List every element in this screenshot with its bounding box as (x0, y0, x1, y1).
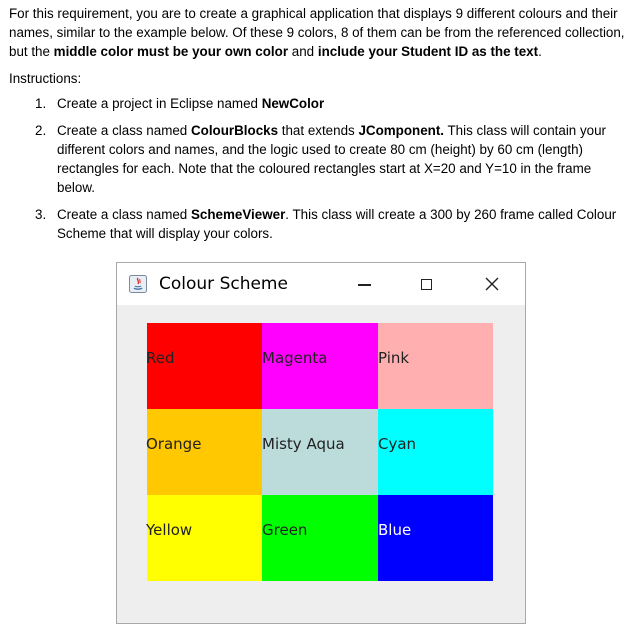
colour-block-label: Red (146, 349, 175, 367)
document-body (9, 4, 631, 251)
window-titlebar[interactable] (117, 263, 525, 305)
step-bold: JComponent. (358, 123, 445, 138)
window-title: Colour Scheme (159, 274, 288, 294)
step-text: Create a project in Eclipse named (57, 96, 262, 111)
colour-block-pink (378, 323, 493, 409)
colour-block-label: Misty Aqua (262, 435, 345, 453)
colour-block-cyan (378, 409, 493, 495)
maximize-icon (421, 279, 432, 290)
intro-text: For this requirement, you are to create a graphical application that displays 9 different colours and their names, similar to the example below. Of these 9 colors, 8 of them can be from the referenced collection, but the (9, 6, 625, 59)
colour-block-red (147, 323, 262, 409)
step-text: Create a class named (57, 207, 191, 222)
intro-bold-student-id: include your Student ID as the text (317, 44, 539, 59)
instruction-step-3 (9, 205, 631, 243)
colour-blocks-grid (147, 323, 493, 581)
colour-block-label: Yellow (146, 521, 193, 539)
minimize-icon (358, 284, 371, 286)
step-number: 2. (35, 123, 47, 138)
minimize-button[interactable] (351, 271, 377, 297)
instructions-heading: Instructions: (9, 71, 82, 86)
colour-block-label: Pink (378, 349, 410, 367)
close-button[interactable] (479, 271, 505, 297)
colour-block-label: Blue (378, 521, 412, 539)
instruction-step-2 (9, 121, 631, 197)
colour-block-blue (378, 495, 493, 581)
step-text: that extends (278, 123, 359, 138)
step-text: This class will contain your different colors and names, and the logic used to create 80 cm (height) by 60 cm (length) rectangles for each. Note that the coloured rectangles start at X=20 and Y=10 in the frame below. (57, 123, 607, 195)
close-icon (484, 276, 500, 292)
colour-block-misty-aqua (262, 409, 378, 495)
instruction-step-1 (9, 94, 631, 113)
intro-bold-middle-color: middle color must be your own color (53, 44, 289, 59)
step-number: 3. (35, 207, 47, 222)
intro-paragraph (9, 4, 631, 61)
step-number: 1. (35, 96, 47, 111)
colour-block-label: Green (262, 521, 308, 539)
step-bold: NewColor (261, 96, 325, 111)
maximize-button[interactable] (413, 271, 439, 297)
step-bold: ColourBlocks (190, 123, 279, 138)
colour-blocks-canvas (117, 305, 525, 623)
instruction-list (9, 94, 631, 243)
colour-block-orange (147, 409, 262, 495)
colour-scheme-window (116, 262, 526, 624)
java-app-icon (129, 275, 147, 293)
colour-block-label: Magenta (262, 349, 328, 367)
colour-block-yellow (147, 495, 262, 581)
colour-block-label: Cyan (378, 435, 417, 453)
colour-block-magenta (262, 323, 378, 409)
step-text: . This class will create a 300 by 260 frame called Colour Scheme that will display your colors. (57, 207, 617, 241)
intro-text: and (288, 44, 318, 59)
colour-block-green (262, 495, 378, 581)
step-text: Create a class named (57, 123, 191, 138)
intro-text: . (538, 44, 542, 59)
colour-block-label: Orange (146, 435, 202, 453)
step-bold: SchemeViewer (190, 207, 286, 222)
